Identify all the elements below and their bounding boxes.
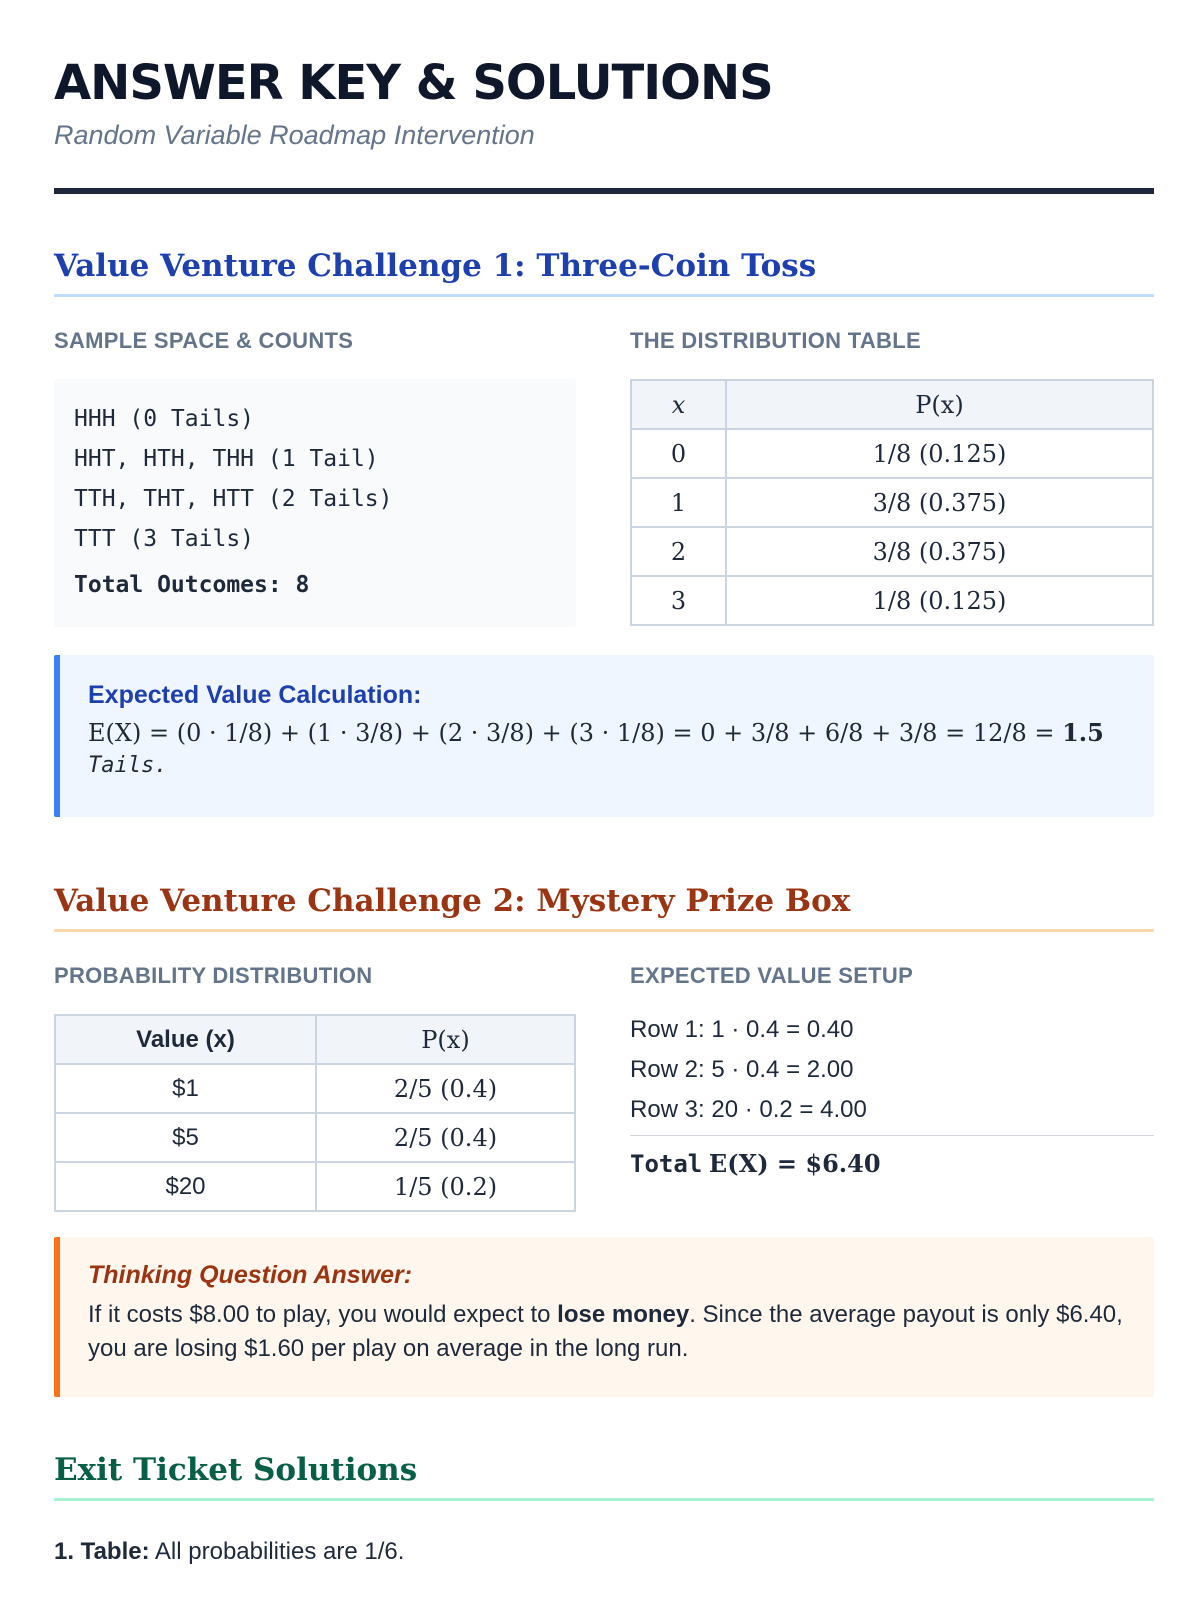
setup-divider [630,1135,1154,1136]
ev-result: 1.5 [1062,718,1104,747]
expected-value-setup [630,1010,1154,1184]
table-row [55,1113,575,1162]
cell-p: 1/8 (0.125) [726,429,1153,478]
setup-row: Row 1: 1 · 0.4 = 0.40 [630,1016,854,1043]
table-row [631,478,1153,527]
thinking-text-post: . Since the average payout is only $6.40, you are losing $1.60 per play on average in the long run. [88,1301,1123,1362]
ev-unit: Tails. [88,753,168,778]
sample-space-heading: SAMPLE SPACE & COUNTS [54,328,354,353]
cell-p: 1/8 (0.125) [726,576,1153,625]
setup-row: Row 2: 5 · 0.4 = 2.00 [630,1056,854,1083]
col-header-px: P(x) [316,1015,575,1064]
cell-x: 1 [631,478,726,527]
page-title: ANSWER KEY & SOLUTIONS [54,55,773,111]
thinking-title: Thinking Question Answer: [88,1261,413,1289]
thinking-text-pre: If it costs $8.00 to play, you would expect to [88,1301,558,1328]
cell-x: 0 [631,429,726,478]
thinking-question-callout [54,1237,1154,1397]
table-row [55,1064,575,1113]
setup-total-label: Total [630,1150,703,1178]
distribution-table [630,379,1154,626]
challenge2-divider [54,929,1154,932]
sample-line: HHT, HTH, THH (1 Tail) [74,446,379,472]
col-header-x: x [631,380,726,429]
sample-line: HHH (0 Tails) [74,406,255,432]
exit-ticket-divider [54,1498,1154,1501]
cell-p: 3/8 (0.375) [726,478,1153,527]
thinking-text-bold: lose money [557,1301,690,1328]
prize-distribution-table [54,1014,576,1212]
ev-callout-title: Expected Value Calculation: [88,681,422,709]
cell-x: 2 [631,527,726,576]
cell-value: $5 [55,1113,316,1162]
table-row [631,429,1153,478]
cell-value: $20 [55,1162,316,1211]
probability-distribution-heading: PROBABILITY DISTRIBUTION [54,963,373,988]
table-row [631,576,1153,625]
cell-x: 3 [631,576,726,625]
table-header-row [55,1015,575,1064]
setup-total-value: E(X) = $6.40 [708,1149,881,1178]
thinking-answer [88,1298,1130,1366]
table-header-row [631,380,1153,429]
ev-formula-line [88,718,1130,747]
sample-line: TTT (3 Tails) [74,526,255,552]
cell-p: 2/5 (0.4) [316,1064,575,1113]
exit-ticket-title: Exit Ticket Solutions [54,1452,418,1488]
cell-p: 3/8 (0.375) [726,527,1153,576]
sample-space-box [54,379,576,627]
setup-row: Row 3: 20 · 0.2 = 4.00 [630,1096,867,1123]
challenge2-title: Value Venture Challenge 2: Mystery Prize Box [54,883,851,919]
expected-value-setup-heading: EXPECTED VALUE SETUP [630,963,914,988]
col-header-px: P(x) [726,380,1153,429]
expected-value-callout [54,655,1154,817]
exit-item-1-text: All probabilities are 1/6. [149,1538,405,1565]
table-row [631,527,1153,576]
exit-item-1-label: 1. Table: [54,1538,150,1565]
total-outcomes: Total Outcomes: 8 [74,572,310,598]
cell-p: 1/5 (0.2) [316,1162,575,1211]
cell-p: 2/5 (0.4) [316,1113,575,1162]
challenge1-title: Value Venture Challenge 1: Three-Coin Toss [54,248,817,284]
challenge1-divider [54,294,1154,297]
exit-item-1 [54,1538,404,1566]
title-divider [54,188,1154,194]
setup-total [630,1144,1154,1184]
distribution-table-heading: THE DISTRIBUTION TABLE [630,328,921,353]
cell-value: $1 [55,1064,316,1113]
table-row [55,1162,575,1211]
page-subtitle: Random Variable Roadmap Intervention [54,120,535,150]
sample-line: TTH, THT, HTT (2 Tails) [74,486,393,512]
ev-formula: E(X) = (0 · 1/8) + (1 · 3/8) + (2 · 3/8) + (3 · 1/8) = 0 + 3/8 + 6/8 + 3/8 = 12/8 = [88,719,1063,747]
col-header-value: Value (x) [55,1015,316,1064]
